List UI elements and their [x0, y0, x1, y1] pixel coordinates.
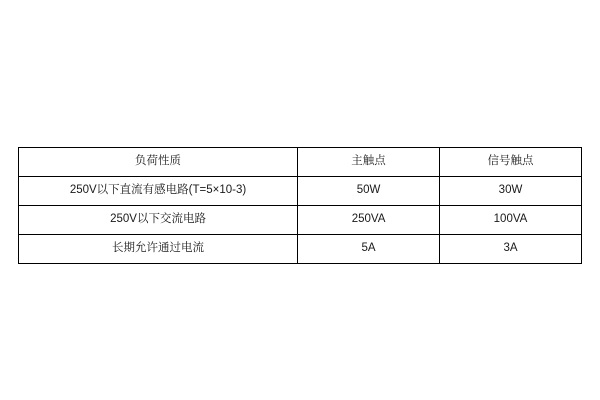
table-row — [19, 235, 582, 264]
cell-signal-contact: 30W — [440, 177, 582, 206]
table-row — [19, 206, 582, 235]
cell-load-type: 250V以下直流有感电路(T=5×10-3) — [19, 177, 298, 206]
cell-load-type: 250V以下交流电路 — [19, 206, 298, 235]
cell-main-contact: 250VA — [298, 206, 440, 235]
header-cell-load-type: 负荷性质 — [19, 148, 298, 177]
cell-main-contact: 50W — [298, 177, 440, 206]
spec-table-container — [18, 147, 582, 264]
cell-load-type: 长期允许通过电流 — [19, 235, 298, 264]
contact-capacity-table — [18, 147, 582, 264]
header-cell-signal-contact: 信号触点 — [440, 148, 582, 177]
cell-main-contact: 5A — [298, 235, 440, 264]
table-row — [19, 177, 582, 206]
table-header-row — [19, 148, 582, 177]
header-cell-main-contact: 主触点 — [298, 148, 440, 177]
cell-signal-contact: 100VA — [440, 206, 582, 235]
cell-signal-contact: 3A — [440, 235, 582, 264]
